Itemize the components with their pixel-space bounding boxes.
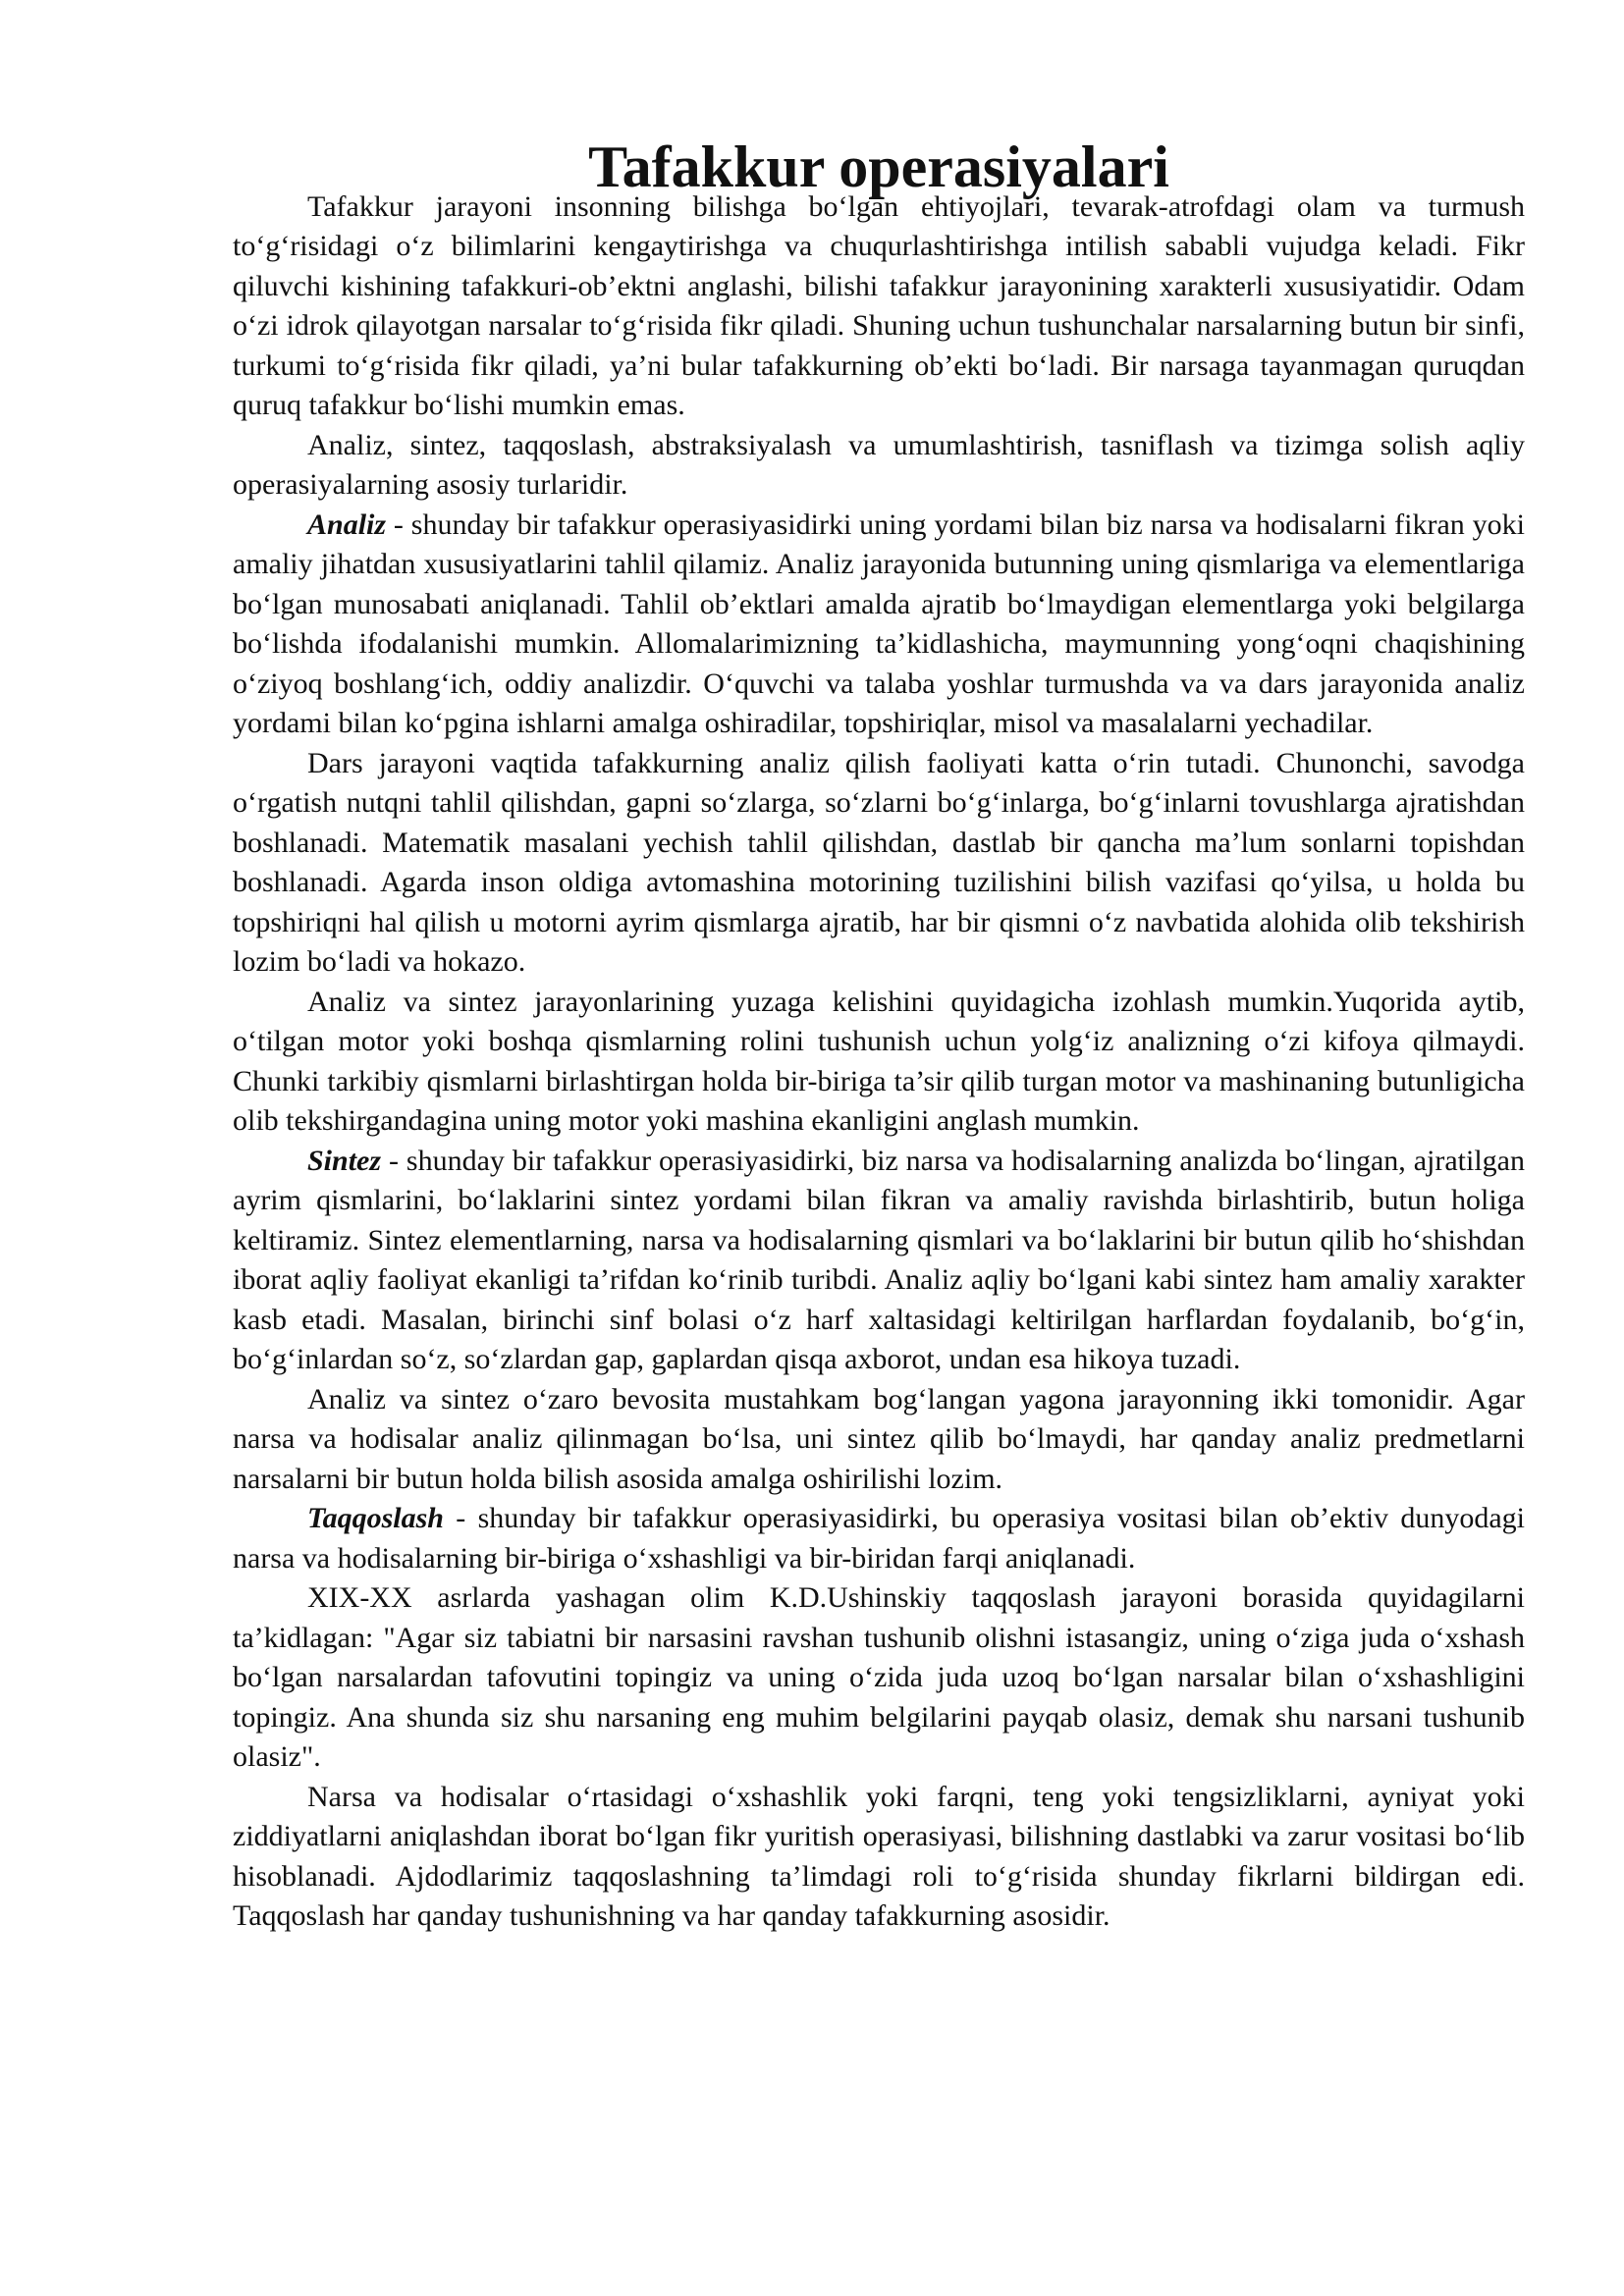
document-title: Tafakkur operasiyalari xyxy=(588,134,1169,199)
term-taqqoslash: Taqqoslash xyxy=(307,1502,444,1534)
document-page xyxy=(233,134,1525,1937)
paragraph-ushinskiy-quote xyxy=(233,1578,1525,1778)
paragraph-unity xyxy=(233,1380,1525,1500)
paragraph-analiz xyxy=(233,506,1525,744)
paragraph-text: Dars jarayoni vaqtida tafakkurning analiz qilish faoliyati katta o‘rin tutadi. Chunonchi, savodga o‘rgatish nutqni tahlil qilishdan, gapni so‘zlarga, so‘zlarni bo‘g‘inlarga, bo‘g‘inlarni tovushlarga ajratishdan boshlanadi. Matematik masalani yechish tahlil qilishdan, dastlab bir qancha ma’lum sonlarni topishdan boshlanadi. Agarda inson oldiga avtomashina motorining tuzilishini bilish vazifasi qo‘yilsa, u holda bu topshiriqni hal qilish u motorni ayrim qismlarga ajratib, har bir qismni o‘z navbatida alohida olib tekshirish lozim bo‘ladi va hokazo. xyxy=(233,746,1525,978)
paragraph-text: XIX-XX asrlarda yashagan olim K.D.Ushinskiy taqqoslash jarayoni borasida quyidagilarni ta’kidlagan: "Agar siz tabiatni bir narsasini ravshan tushunib olishni istasangiz, uning o‘ziga juda o‘xshash bo‘lgan narsalardan tafovutini topingiz va uning o‘zida juda uzoq bo‘lgan narsalar bilan o‘xshashligini topingiz. Ana shunda siz shu narsaning eng muhim belgilarini payqab olasiz, demak shu narsani tushunib olasiz". xyxy=(233,1581,1525,1773)
paragraph-text: Analiz, sintez, taqqoslash, abstraksiyalash va umumlashtirish, tasniflash va tizimga solish aqliy operasiyalarning asosiy turlaridir. xyxy=(233,428,1525,501)
paragraph-sintez xyxy=(233,1142,1525,1380)
paragraph-text: Analiz va sintez jarayonlarining yuzaga kelishini quyidagicha izohlash mumkin.Yuqorida aytib, o‘tilgan motor yoki boshqa qismlarning rolini tushunish uchun yolg‘iz analizning o‘zi kifoya qilmaydi. Chunki tarkibiy qismlarni birlashtirgan holda bir-biriga ta’sir qilib turgan motor va mashinaning butunligicha olib tekshirgandagina uning motor yoki mashina ekanligini anglash mumkin. xyxy=(233,985,1525,1137)
paragraph-text: - shunday bir tafakkur operasiyasidirki uning yordami bilan biz narsa va hodisalarni fikran yoki amaliy jihatdan xususiyatlarini tahlil qilamiz. Analiz jarayonida butunning uning qismlariga va elementlariga bo‘lgan munosabati aniqlanadi. Tahlil ob’ektlari amalda ajratib bo‘lmaydigan elementlarga yoki belgilarga bo‘lishda ifodalanishi mumkin. Allomalarimizning ta’kidlashicha, maymunning yong‘oqni chaqishining o‘ziyoq boshlang‘ich, oddiy analizdir. O‘quvchi va talaba yoshlar turmushda va va dars jarayonida analiz yordami bilan ko‘pgina ishlarni amalga oshiradilar, topshiriqlar, misol va masalalarni yechadilar. xyxy=(233,507,1525,739)
paragraph-comparison-role xyxy=(233,1778,1525,1937)
term-sintez: Sintez xyxy=(307,1144,382,1177)
paragraph-analysis-synthesis xyxy=(233,983,1525,1142)
paragraph-intro xyxy=(233,187,1525,426)
term-analiz: Analiz xyxy=(307,507,387,541)
paragraph-text: - shunday bir tafakkur operasiyasidirki, biz narsa va hodisalarning analizda bo‘lingan, ajratilgan ayrim qismlarini, bo‘laklarini sintez yordami bilan fikran va amaliy ravishda birlashtirib, butun holiga keltiramiz. Sintez elementlarning, narsa va hodisalarning qismlari va bo‘laklarini bir butun qilib ho‘shishdan iborat aqliy faoliyat ekanligi ta’rifdan ko‘rinib turibdi. Analiz aqliy bo‘lgani kabi sintez ham amaliy xarakter kasb etadi. Masalan, birinchi sinf bolasi o‘z harf xaltasidagi keltirilgan harflardan foydalanib, bo‘g‘in, bo‘g‘inlardan so‘z, so‘zlardan gap, gaplardan qisqa axborot, undan esa hikoya tuzadi. xyxy=(233,1144,1525,1375)
paragraph-text: Analiz va sintez o‘zaro bevosita mustahkam bog‘langan yagona jarayonning ikki tomonidir. Agar narsa va hodisalar analiz qilinmagan bo‘lsa, uni sintez qilib bo‘lmaydi, har qanday analiz predmetlarni narsalarni bir butun holda bilish asosida amalga oshirilishi lozim. xyxy=(233,1382,1525,1495)
paragraph-taqqoslash xyxy=(233,1499,1525,1578)
paragraph-lesson-analysis xyxy=(233,744,1525,983)
paragraph-text: Tafakkur jarayoni insonning bilishga bo‘lgan ehtiyojlari, tevarak-atrofdagi olam va turmush to‘g‘risidagi o‘z bilimlarini kengaytirishga va chuqurlashtirishga intilish sababli vujudga keladi. Fikr qiluvchi kishining tafakkuri-ob’ektni anglashi, bilishi tafakkur jarayonining xarakterli xususiyatidir. Odam o‘zi idrok qilayotgan narsalar to‘g‘risida fikr qiladi. Shuning uchun tushunchalar narsalarning butun bir sinfi, turkumi to‘g‘risida fikr qiladi, ya’ni bular tafakkurning ob’ekti bo‘ladi. Bir narsaga tayanmagan quruqdan quruq tafakkur bo‘lishi mumkin emas. xyxy=(233,189,1525,421)
paragraph-operations-list xyxy=(233,426,1525,506)
paragraph-text: - shunday bir tafakkur operasiyasidirki, bu operasiya vositasi bilan ob’ektiv dunyodagi narsa va hodisalarning bir-biriga o‘xshashligi va bir-biridan farqi aniqlanadi. xyxy=(233,1502,1525,1575)
paragraph-text: Narsa va hodisalar o‘rtasidagi o‘xshashlik yoki farqni, teng yoki tengsizliklarni, ayniyat yoki ziddiyatlarni aniqlashdan iborat bo‘lgan fikr yuritish operasiyasi, bilishning dastlabki va zarur vositasi bo‘lib hisoblanadi. Ajdodlarimiz taqqoslashning ta’limdagi roli to‘g‘risida shunday fikrlarni bildirgan edi. Taqqoslash har qanday tushunishning va har qanday tafakkurning asosidir. xyxy=(233,1780,1525,1932)
